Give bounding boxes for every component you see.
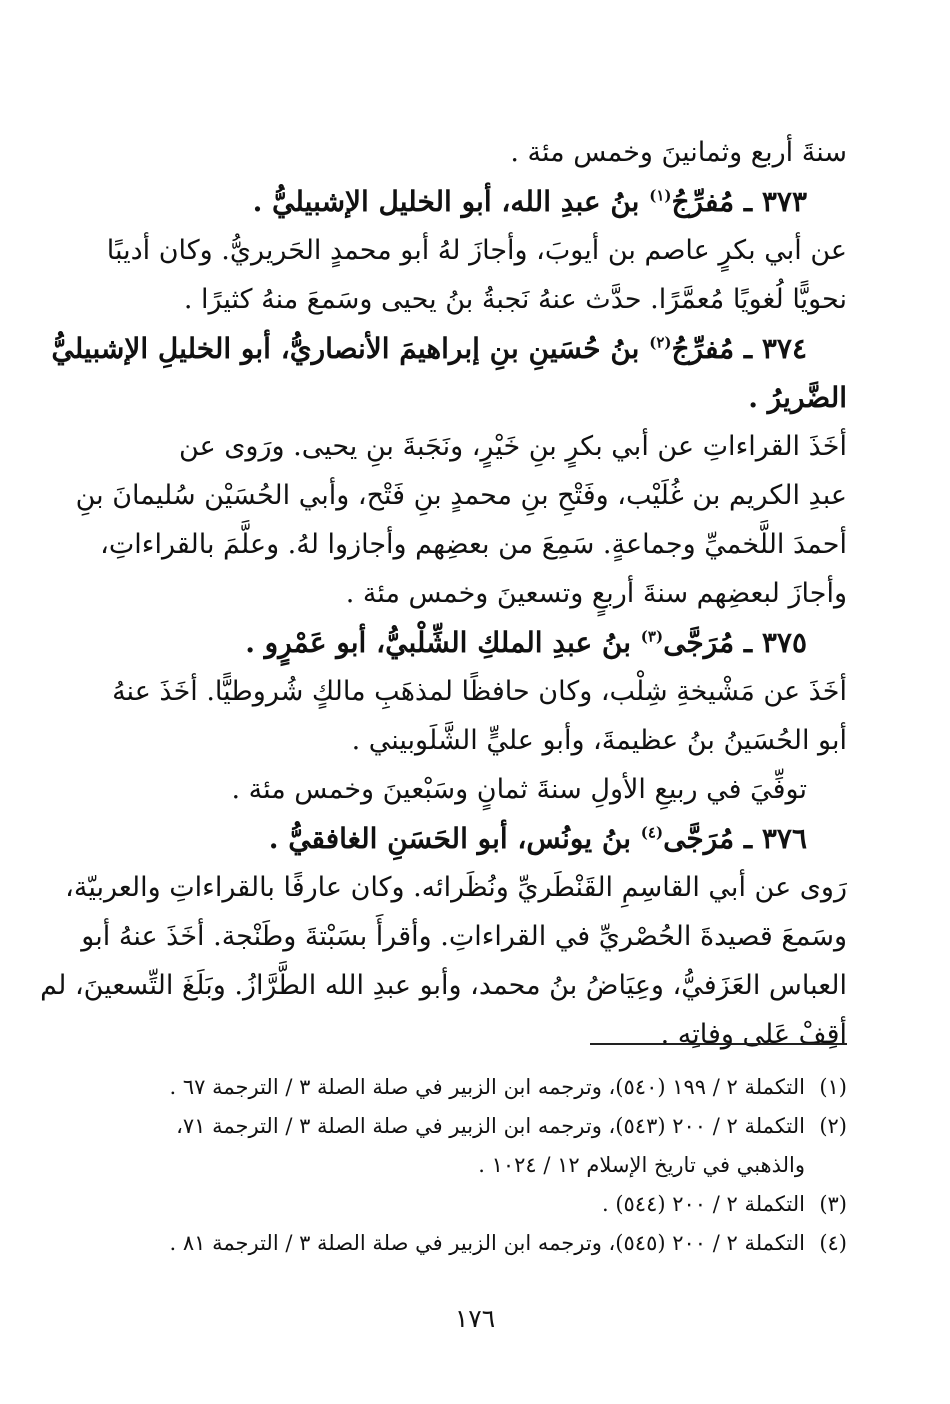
footnote-2: [110, 1107, 847, 1146]
text-line: وسَمعَ قصيدةَ الحُصْريِّ في القراءاتِ. وأقرأَ بسَبْتةَ وطَنْجة. أخَذَ عنهُ أبو: [81, 921, 847, 952]
footnote-number: (٢): [819, 1114, 847, 1138]
footnote-4: [110, 1224, 847, 1263]
text-line: توفِّيَ في ربيعِ الأولِ سنةَ ثمانٍ وسَبْعينَ وخمس مئة .: [231, 774, 807, 805]
footnote-number: (٣): [819, 1192, 847, 1216]
text-line: عن أبي بكرٍ عاصم بن أيوبَ، وأجازَ لهُ أبو محمدٍ الحَريريُّ. وكان أديبًا: [106, 235, 847, 266]
footnote-ref: (٣): [640, 627, 664, 646]
text-line: عبدِ الكريم بن غُلَيْب، وفَتْحِ بنِ محمدٍ بنِ فَتْح، وأبي الحُسَيْن سُليمانَ بنِ: [75, 480, 847, 511]
entry-heading-375: ٣٧٥ ـ مُرَجَّى$^{(٣)}$ بنُ عبدِ الملكِ الشِّلْبيُّ، أبو عَمْرٍو .: [245, 626, 807, 659]
footnote-ref: (٤): [640, 823, 664, 842]
page-number: ١٧٦: [454, 1304, 496, 1333]
text-line: نحويًّا لُغويًا مُعمَّرًا. حدَّث عنهُ نَجبةُ بنُ يحيى وسَمعَ منهُ كثيرًا .: [183, 284, 847, 315]
text-line: أقِفْ عَلى وفاتِه .: [660, 1019, 847, 1050]
entry-heading-373: ٣٧٣ ـ مُفرِّجُ$^{(١)}$ بنُ عبدِ الله، أبو الخليل الإشبيليُّ .: [252, 185, 807, 218]
entry-heading-376: ٣٧٦ ـ مُرَجَّى$^{(٤)}$ بنُ يونُس، أبو الحَسَنِ الغافقيُّ .: [268, 822, 807, 855]
footnote-ref: (١): [649, 186, 672, 205]
entry-heading-374-cont: الضَّريرُ .: [748, 381, 847, 414]
text-line: العباس العَزَفيُّ، وعِيَاضُ بنُ محمد، وأبو عبدِ الله الطَّرَّازُ. وبَلَغَ التِّسعينَ، لم: [40, 970, 847, 1001]
text-line: رَوى عن أبي القاسِمِ القَنْطَريِّ ونُظَرائه. وكان عارفًا بالقراءاتِ والعربيّة،: [65, 872, 847, 903]
footnote-separator: [590, 1043, 847, 1045]
footnote-ref: (٢): [649, 333, 672, 352]
text-line: أحمدَ اللَّخميِّ وجماعةٍ. سَمِعَ من بعضِهم وأجازوا لهُ. وعلَّمَ بالقراءاتِ،: [100, 529, 847, 560]
footnote-text: التكملة ٢ / ١٩٩ (٥٤٠)، وترجمه ابن الزبير في صلة الصلة ٣ / الترجمة ٦٧ .: [169, 1075, 805, 1099]
footnote-2-continuation: والذهبي في تاريخ الإسلام ١٢ / ١٠٢٤ .: [478, 1153, 805, 1177]
footnote-number: (٤): [819, 1231, 847, 1255]
footnote-3: [110, 1185, 847, 1224]
footnote-number: (١): [819, 1075, 847, 1099]
footnote-1: [110, 1068, 847, 1107]
text-line: وأجازَ لبعضِهم سنةَ أربعٍ وتسعينَ وخمس مئة .: [345, 578, 847, 609]
footnotes: [110, 1068, 847, 1263]
main-text: [40, 128, 847, 1059]
text-line: أخَذَ عن مَشْيخةِ شِلْب، وكان حافظًا لمذهَبِ مالكٍ شُروطيًّا. أخَذَ عنهُ: [112, 676, 847, 707]
footnote-text: التكملة ٢ / ٢٠٠ (٥٤٣)، وترجمه ابن الزبير في صلة الصلة ٣ / الترجمة ٧١،: [176, 1114, 805, 1138]
entry-heading-374: ٣٧٤ ـ مُفرِّجُ$^{(٢)}$ بنُ حُسَينِ بنِ إبراهيمَ الأنصاريُّ، أبو الخليلِ الإشبيليُّ: [51, 332, 807, 365]
footnote-text: التكملة ٢ / ٢٠٠ (٥٤٤) .: [601, 1192, 805, 1216]
footnote-text: التكملة ٢ / ٢٠٠ (٥٤٥)، وترجمه ابن الزبير في صلة الصلة ٣ / الترجمة ٨١ .: [169, 1231, 805, 1255]
text-line: أخَذَ القراءاتِ عن أبي بكرٍ بنِ خَيْرٍ، ونَجَبةَ بنِ يحيى. ورَوى عن: [179, 431, 847, 462]
text-line: أبو الحُسَينُ بنُ عظيمةَ، وأبو عليٍّ الشَّلَوبيني .: [351, 725, 847, 756]
text-line: سنةَ أربع وثمانينَ وخمس مئة .: [510, 137, 847, 168]
